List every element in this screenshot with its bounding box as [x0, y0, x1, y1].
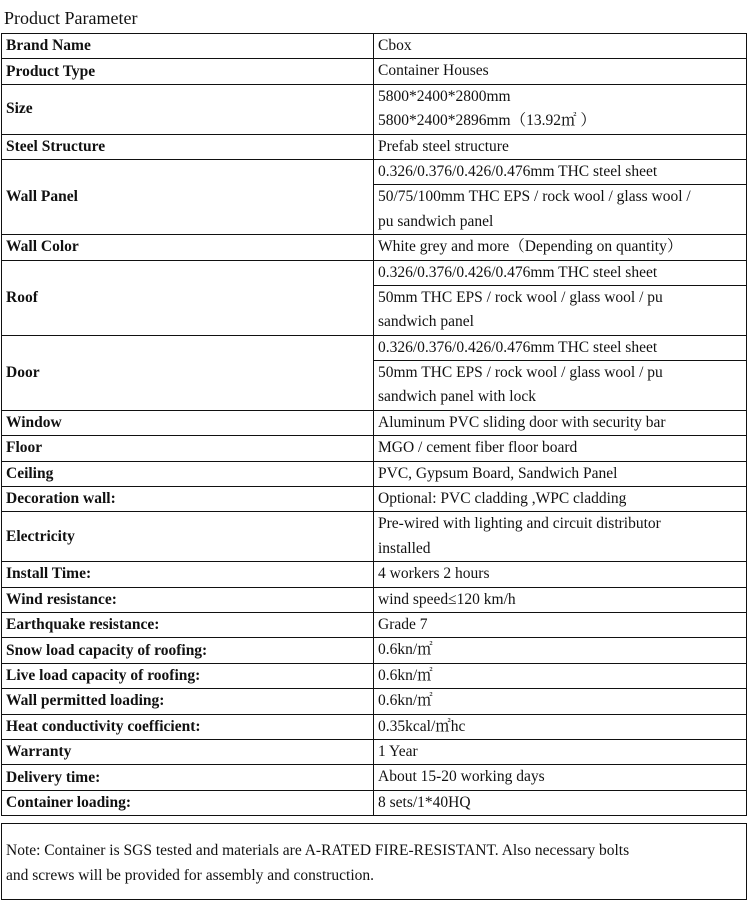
- parameter-name: Wall Color: [2, 235, 374, 260]
- parameter-name: Decoration wall:: [2, 487, 374, 512]
- value-line: sandwich panel with lock: [378, 388, 536, 406]
- parameter-value: [374, 612, 747, 637]
- value-line: Grade 7: [378, 615, 428, 633]
- parameter-name: Wind resistance:: [2, 587, 374, 612]
- parameter-value: [374, 487, 747, 512]
- value-line: Optional: PVC cladding ,WPC cladding: [378, 490, 627, 508]
- parameter-value: [374, 410, 747, 435]
- parameter-value: [374, 638, 747, 663]
- table-row: [2, 134, 747, 159]
- value-line: 8 sets/1*40HQ: [378, 793, 471, 811]
- parameter-name: Delivery time:: [2, 765, 374, 790]
- value-line: White grey and more（Depending on quantity）: [378, 238, 683, 256]
- parameter-name: Product Type: [2, 59, 374, 84]
- value-line: 0.326/0.376/0.426/0.476mm THC steel sheet: [378, 263, 658, 281]
- parameter-name: Live load capacity of roofing:: [2, 663, 374, 688]
- value-line: Cbox: [378, 37, 412, 54]
- parameter-value: [374, 235, 747, 260]
- page-title: Product Parameter: [4, 8, 138, 28]
- parameter-name: Heat conductivity coefficient:: [2, 714, 374, 739]
- table-row: [2, 638, 747, 663]
- table-row: [2, 765, 747, 790]
- parameter-value: [374, 159, 747, 234]
- value-line: Pre-wired with lighting and circuit distributor: [378, 515, 661, 533]
- value-line: 0.6kn/㎡: [378, 692, 433, 710]
- value-line: Aluminum PVC sliding door with security bar: [378, 413, 666, 431]
- value-line: 0.35kcal/㎡hc: [378, 717, 466, 735]
- table-row: [2, 461, 747, 486]
- parameter-name: Wall Panel: [2, 159, 374, 234]
- parameter-name: Warranty: [2, 739, 374, 764]
- value-line: About 15-20 working days: [378, 768, 545, 786]
- table-row: [2, 612, 747, 637]
- parameter-name: Ceiling: [2, 461, 374, 486]
- value-line: sandwich panel: [378, 313, 474, 331]
- parameter-value: [374, 461, 747, 486]
- table-row: [2, 663, 747, 688]
- parameter-name: Roof: [2, 260, 374, 335]
- table-row: [2, 714, 747, 739]
- note-box: [1, 823, 747, 900]
- parameter-name: Brand Name: [2, 34, 374, 59]
- table-row: [2, 436, 747, 461]
- value-line: 50mm THC EPS / rock wool / glass wool / pu: [374, 360, 746, 385]
- value-line: 0.6kn/㎡: [378, 641, 433, 659]
- table-row: [2, 739, 747, 764]
- table-row: [2, 159, 747, 234]
- parameter-value: [374, 260, 747, 335]
- table-row: [2, 689, 747, 714]
- value-line: 0.326/0.376/0.426/0.476mm THC steel sheet: [378, 338, 658, 356]
- value-line: 5800*2400*2800mm: [378, 87, 511, 105]
- parameter-value: [374, 689, 747, 714]
- value-line: pu sandwich panel: [378, 212, 494, 230]
- parameter-value: [374, 34, 747, 59]
- table-row: [2, 512, 747, 562]
- value-line: Container Houses: [378, 62, 489, 80]
- table-row: [2, 562, 747, 587]
- parameter-name: Wall permitted loading:: [2, 689, 374, 714]
- table-row: [2, 487, 747, 512]
- table-row: [2, 790, 747, 815]
- parameter-name: Floor: [2, 436, 374, 461]
- table-row: [2, 260, 747, 335]
- parameter-value: [374, 512, 747, 562]
- parameter-value: [374, 587, 747, 612]
- value-line: 0.6kn/㎡: [378, 666, 433, 684]
- parameter-value: [374, 714, 747, 739]
- table-row: [2, 335, 747, 410]
- product-parameter-table: [1, 33, 747, 816]
- parameter-name: Size: [2, 84, 374, 134]
- parameter-name: Window: [2, 410, 374, 435]
- value-line: MGO / cement fiber floor board: [378, 439, 578, 457]
- parameter-name: Earthquake resistance:: [2, 612, 374, 637]
- parameter-value: [374, 134, 747, 159]
- value-line: 0.326/0.376/0.426/0.476mm THC steel sheet: [378, 162, 658, 180]
- parameter-value: [374, 84, 747, 134]
- parameter-value: [374, 436, 747, 461]
- value-line: 50mm THC EPS / rock wool / glass wool / pu: [374, 285, 746, 310]
- value-line: 5800*2400*2896mm（13.92㎡ ）: [378, 112, 596, 130]
- parameter-value: [374, 59, 747, 84]
- parameter-name: Steel Structure: [2, 134, 374, 159]
- note-line: Note: Container is SGS tested and materials are A-RATED FIRE-RESISTANT. Also necessary bolts: [6, 842, 630, 859]
- table-row: [2, 235, 747, 260]
- parameter-value: [374, 765, 747, 790]
- table-row: [2, 84, 747, 134]
- parameter-name: Container loading:: [2, 790, 374, 815]
- note-line: and screws will be provided for assembly and construction.: [6, 867, 375, 884]
- parameter-name: Install Time:: [2, 562, 374, 587]
- parameter-value: [374, 562, 747, 587]
- value-line: 50/75/100mm THC EPS / rock wool / glass wool /: [374, 184, 746, 209]
- value-line: installed: [378, 539, 431, 557]
- value-line: 1 Year: [378, 742, 418, 760]
- table-row: [2, 59, 747, 84]
- parameter-value: [374, 335, 747, 410]
- parameter-name: Snow load capacity of roofing:: [2, 638, 374, 663]
- parameter-name: Electricity: [2, 512, 374, 562]
- value-line: Prefab steel structure: [378, 137, 509, 155]
- value-line: 4 workers 2 hours: [378, 565, 490, 583]
- table-row: [2, 587, 747, 612]
- parameter-value: [374, 739, 747, 764]
- parameter-value: [374, 663, 747, 688]
- parameter-value: [374, 790, 747, 815]
- parameter-name: Door: [2, 335, 374, 410]
- table-row: [2, 410, 747, 435]
- value-line: wind speed≤120 km/h: [378, 590, 516, 608]
- table-row: [2, 34, 747, 59]
- value-line: PVC, Gypsum Board, Sandwich Panel: [378, 464, 618, 482]
